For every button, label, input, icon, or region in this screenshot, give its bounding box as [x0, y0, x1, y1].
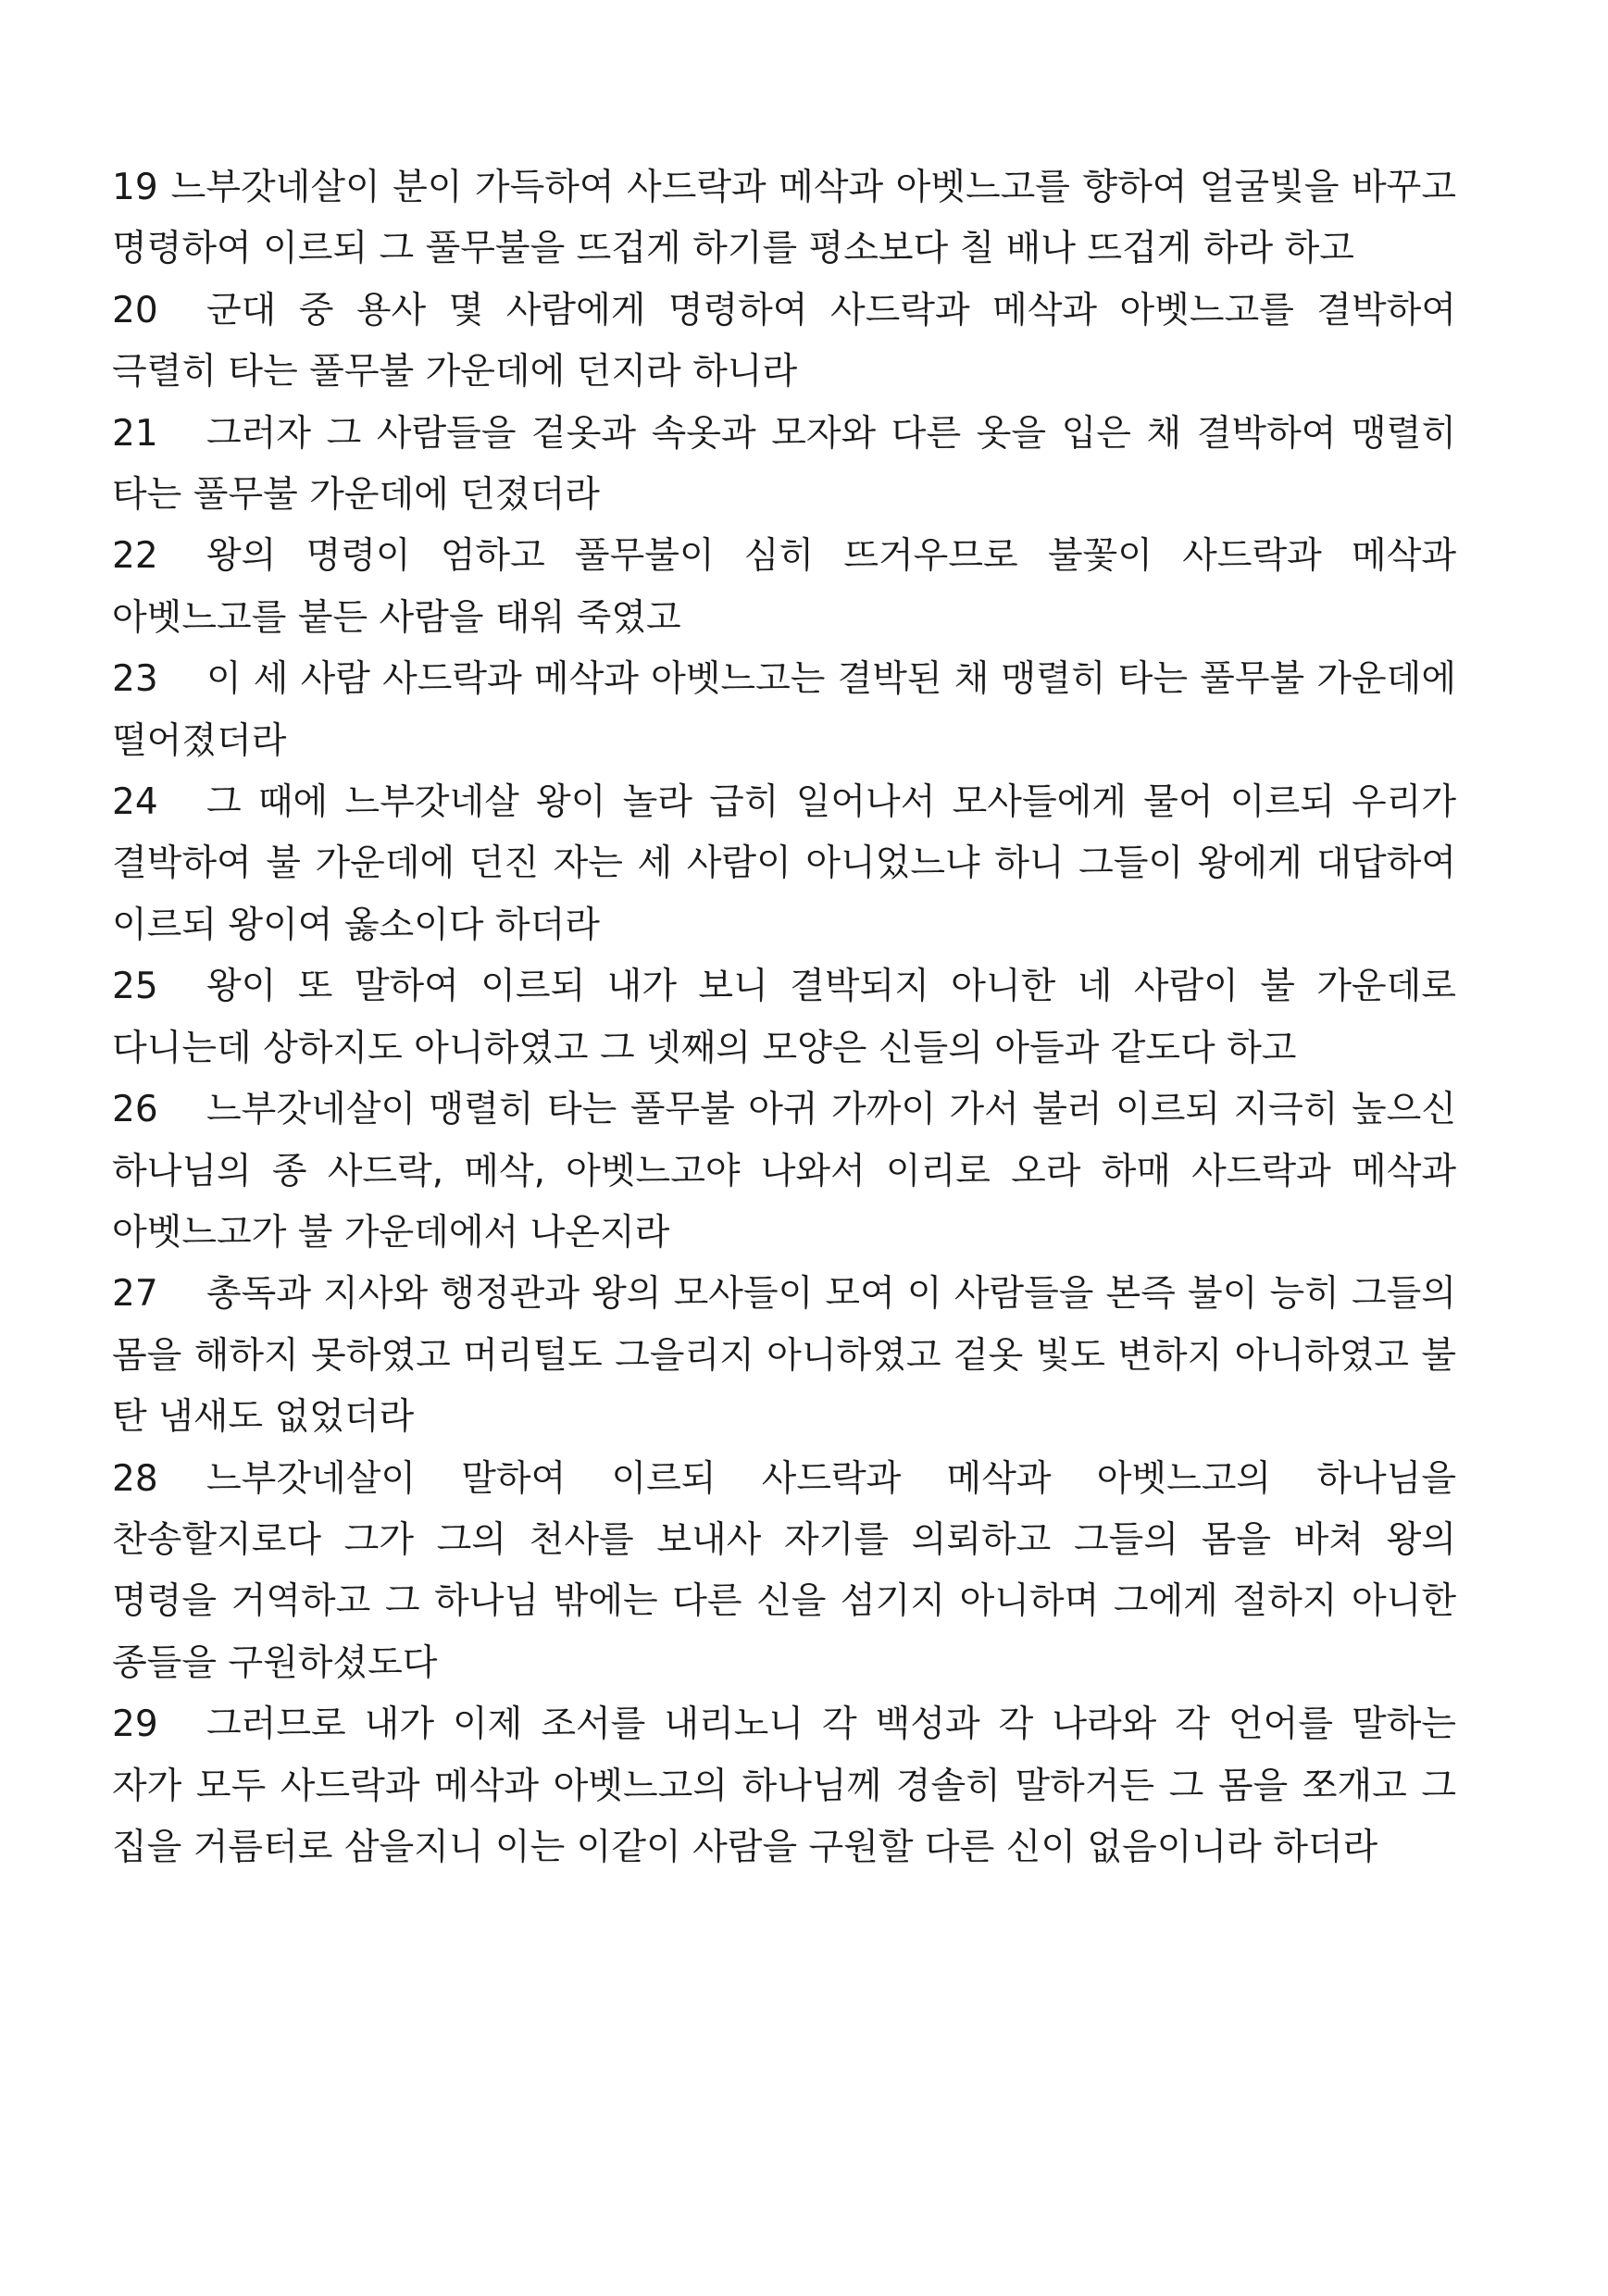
verse-number: 23	[112, 658, 158, 701]
verse-23	[112, 649, 1456, 772]
verse-27	[112, 1264, 1456, 1448]
verse-number: 20	[112, 289, 158, 331]
verse-20	[112, 281, 1456, 404]
verse-29	[112, 1694, 1456, 1878]
verse-text: 왕이 또 말하여 이르되 내가 보니 결박되지 아니한 네 사람이 불 가운데로 다니는데 상하지도 아니하였고 그 넷째의 모양은 신들의 아들과 같도다 하고	[112, 966, 1456, 1069]
verse-21	[112, 404, 1456, 527]
verse-text: 느부갓네살이 말하여 이르되 사드락과 메삭과 아벳느고의 하나님을 찬송할지로다 그가 그의 천사를 보내사 자기를 의뢰하고 그들의 몸을 바쳐 왕의 명령을 거역하고 그 하나님 밖에는 다른 신을 섬기지 아니하며 그에게 절하지 아니한 종들을 구원하셨도다	[112, 1457, 1456, 1684]
verse-24	[112, 772, 1456, 956]
verse-number: 29	[112, 1703, 158, 1746]
verse-number: 22	[112, 535, 158, 578]
verse-list	[112, 157, 1456, 1878]
verse-text: 그러자 그 사람들을 겉옷과 속옷과 모자와 다른 옷을 입은 채 결박하여 맹렬히 타는 풀무불 가운데에 던졌더라	[112, 412, 1456, 517]
verse-25	[112, 956, 1456, 1079]
verse-number: 25	[112, 966, 158, 1008]
verse-number: 26	[112, 1089, 158, 1131]
verse-text: 그러므로 내가 이제 조서를 내리노니 각 백성과 각 나라와 각 언어를 말하는 자가 모두 사드락과 메삭과 아벳느고의 하나님께 경솔히 말하거든 그 몸을 쪼개고 그 집을 거름터로 삼을지니 이는 이같이 사람을 구원할 다른 신이 없음이니라 하더라	[112, 1703, 1456, 1868]
verse-text: 왕의 명령이 엄하고 풀무불이 심히 뜨거우므로 불꽃이 사드락과 메삭과 아벳느고를 붙든 사람을 태워 죽였고	[112, 535, 1456, 639]
verse-text: 느부갓네살이 분이 가득하여 사드락과 메삭과 아벳느고를 향하여 얼굴빛을 바꾸고 명령하여 이르되 그 풀무불을 뜨겁게 하기를 평소보다 칠 배나 뜨겁게 하라 하고	[112, 167, 1456, 270]
verse-28	[112, 1449, 1456, 1695]
verse-number: 21	[112, 412, 158, 455]
verse-text: 총독과 지사와 행정관과 왕의 모사들이 모여 이 사람들을 본즉 불이 능히 그들의 몸을 해하지 못하였고 머리털도 그을리지 아니하였고 겉옷 빛도 변하지 아니하였고 불 탄 냄새도 없었더라	[112, 1273, 1456, 1439]
verse-26	[112, 1079, 1456, 1264]
verse-text: 군대 중 용사 몇 사람에게 명령하여 사드락과 메삭과 아벳느고를 결박하여 극렬히 타는 풀무불 가운데에 던지라 하니라	[112, 289, 1456, 393]
verse-text: 이 세 사람 사드락과 메삭과 아벳느고는 결박된 채 맹렬히 타는 풀무불 가운데에 떨어졌더라	[112, 658, 1456, 762]
verse-22	[112, 526, 1456, 649]
verse-19	[112, 157, 1456, 281]
verse-text: 그 때에 느부갓네살 왕이 놀라 급히 일어나서 모사들에게 물어 이르되 우리가 결박하여 불 가운데에 던진 자는 세 사람이 아니었느냐 하니 그들이 왕에게 대답하여 이르되 왕이여 옳소이다 하더라	[112, 781, 1456, 946]
verse-number: 19	[112, 167, 158, 208]
verse-number: 24	[112, 781, 158, 824]
verse-number: 28	[112, 1457, 158, 1500]
verse-number: 27	[112, 1273, 158, 1316]
verse-text: 느부갓네살이 맹렬히 타는 풀무불 아귀 가까이 가서 불러 이르되 지극히 높으신 하나님의 종 사드락, 메삭, 아벳느고야 나와서 이리로 오라 하매 사드락과 메삭과 아벳느고가 불 가운데에서 나온지라	[112, 1089, 1456, 1254]
